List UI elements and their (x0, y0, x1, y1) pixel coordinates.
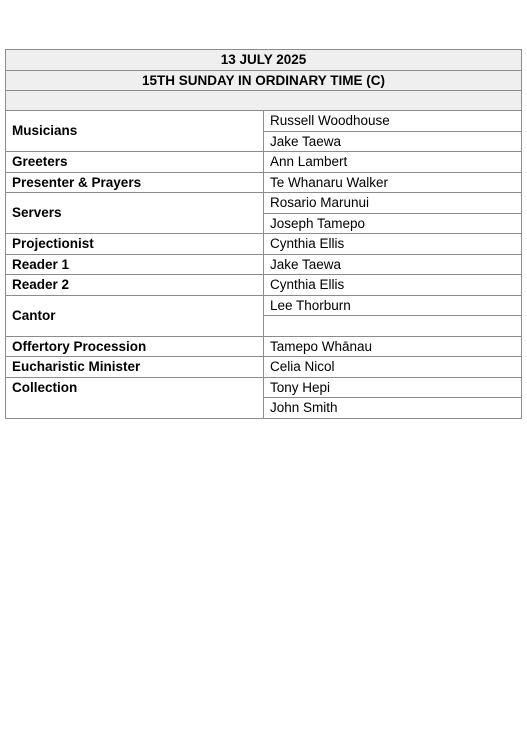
role-cantor: Cantor (6, 295, 264, 336)
name-cell: John Smith (264, 398, 522, 419)
name-cell: Russell Woodhouse (264, 111, 522, 132)
roster-row-presenter (6, 172, 522, 193)
name-cell: Tony Hepi (264, 377, 522, 398)
roster-row-projectionist (6, 234, 522, 255)
role-presenter-prayers: Presenter & Prayers (6, 172, 264, 193)
roster-row-reader-1 (6, 254, 522, 275)
roster-occasion: 15TH SUNDAY IN ORDINARY TIME (C) (6, 70, 522, 91)
roster-row-cantor (6, 295, 522, 316)
occasion-row (6, 70, 522, 91)
roster-date: 13 JULY 2025 (6, 50, 522, 71)
name-cell: Cynthia Ellis (264, 234, 522, 255)
blank-row (6, 91, 522, 111)
role-greeters: Greeters (6, 152, 264, 173)
name-cell: Tamepo Whānau (264, 336, 522, 357)
name-cell (264, 316, 522, 337)
role-musicians: Musicians (6, 111, 264, 152)
role-eucharistic-minister: Eucharistic Minister (6, 357, 264, 378)
name-cell: Te Whanaru Walker (264, 172, 522, 193)
role-offertory-procession: Offertory Procession (6, 336, 264, 357)
name-cell: Lee Thorburn (264, 295, 522, 316)
name-cell: Jake Taewa (264, 131, 522, 152)
roster-row-greeters (6, 152, 522, 173)
roster-row-offertory (6, 336, 522, 357)
roster-row-reader-2 (6, 275, 522, 296)
role-collection: Collection (6, 377, 264, 418)
name-cell: Rosario Marunui (264, 193, 522, 214)
roster-row-eucharistic (6, 357, 522, 378)
blank-cell (6, 91, 522, 111)
name-cell: Joseph Tamepo (264, 213, 522, 234)
roster-row-collection (6, 377, 522, 398)
role-projectionist: Projectionist (6, 234, 264, 255)
date-row (6, 50, 522, 71)
roster-table (5, 49, 522, 419)
name-cell: Jake Taewa (264, 254, 522, 275)
roster-row-servers (6, 193, 522, 214)
role-reader-2: Reader 2 (6, 275, 264, 296)
name-cell: Cynthia Ellis (264, 275, 522, 296)
name-cell: Ann Lambert (264, 152, 522, 173)
roster-row-musicians (6, 111, 522, 132)
role-servers: Servers (6, 193, 264, 234)
name-cell: Celia Nicol (264, 357, 522, 378)
role-reader-1: Reader 1 (6, 254, 264, 275)
